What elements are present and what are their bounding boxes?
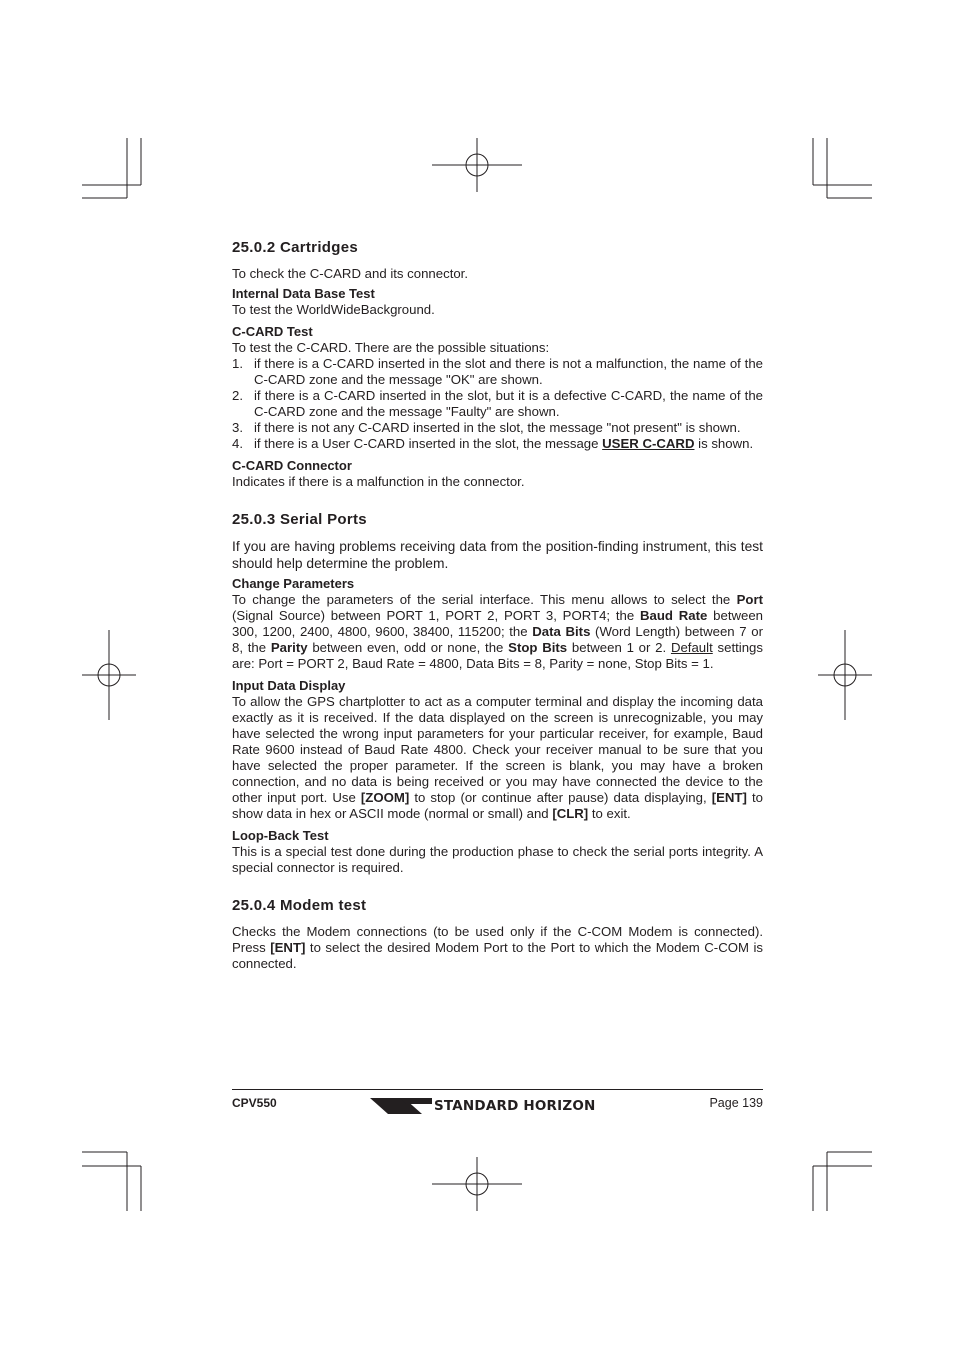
user-ccard-message: USER C-CARD [602,436,695,451]
text-run: between 1 or 2. [567,640,671,655]
text-run: to show data in hex or ASCII mode (normal or small) and [232,790,763,821]
text-run: to select the desired Modem Port to the Port to which the Modem C-COM is connected. [232,940,763,971]
list-number: 2. [232,388,243,403]
change-params-text [232,592,763,672]
bold-term: Parity [270,640,308,655]
bold-term: Data Bits [532,624,591,639]
text-run: Checks the Modem connections (to be used only if the C-COM Modem is connected). Press [232,924,763,955]
text-run: To change the parameters of the serial interface. This menu allows to select the [232,592,737,607]
text-run: to exit. [588,806,631,821]
list-item [232,436,763,452]
loopback-title: Loop-Back Test [232,828,329,843]
key-clr: [CLR] [552,806,589,821]
internal-db-title: Internal Data Base Test [232,286,375,301]
bold-term: Port [736,592,763,607]
internal-db-text: To test the WorldWideBackground. [232,302,435,317]
section-heading-cartridges: 25.0.2 Cartridges [232,239,358,256]
list-text: if there is a C-CARD inserted in the slot and there is not a malfunction, the name of the C-CARD zone and the message "OK" are shown. [254,356,763,387]
list-item [232,420,763,436]
text-run: to stop (or continue after pause) data displaying, [409,790,712,805]
brand-logo-icon [370,1096,432,1116]
list-number: 3. [232,420,243,435]
list-number: 1. [232,356,243,371]
key-ent: [ENT] [711,790,747,805]
list-text: if there is a User C-CARD inserted in the slot, the message [254,436,603,451]
key-ent: [ENT] [270,940,306,955]
input-display-title: Input Data Display [232,678,346,693]
ccard-test-title: C-CARD Test [232,324,313,339]
ccard-connector-title: C-CARD Connector [232,458,352,473]
list-item [232,356,763,388]
text-run: (Word Length) between 7 or 8, the [232,624,763,655]
section-heading-serial-ports: 25.0.3 Serial Ports [232,511,367,528]
change-params-title: Change Parameters [232,576,355,591]
page-number: Page 139 [709,1096,763,1110]
text-run: between even, odd or none, the [307,640,509,655]
text-run: between 300, 1200, 2400, 4800, 9600, 38400, 115200; the [232,608,764,639]
list-text: is shown. [694,436,754,451]
list-number: 4. [232,436,243,451]
underlined-term: Default [670,640,713,655]
ccard-connector-text: Indicates if there is a malfunction in the connector. [232,474,525,489]
list-text: if there is a C-CARD inserted in the slot, but it is a defective C-CARD, the name of the C-CARD zone and the message "Faulty" are shown. [254,388,763,419]
brand-logo [370,1096,596,1116]
input-display-text [232,694,763,822]
list-item [232,388,763,420]
section-heading-modem-test: 25.0.4 Modem test [232,897,367,914]
brand-logo-text: STANDARD HORIZON [434,1098,596,1114]
loopback-text: This is a special test done during the production phase to check the serial ports integrity. A special connector is required. [232,844,763,875]
text-run: settings are: Port = PORT 2, Baud Rate = 4800, Data Bits = 8, Parity = none, Stop Bits = 1. [232,640,763,671]
serial-ports-intro: If you are having problems receiving data from the position-finding instrument, this test should help determine the problem. [232,539,763,571]
page-content [232,240,763,972]
footer-model: CPV550 [232,1096,277,1110]
key-zoom: [ZOOM] [360,790,410,805]
bold-term: Baud Rate [640,608,708,623]
ccard-test-text: To test the C-CARD. There are the possible situations: [232,340,550,355]
modem-test-text [232,924,763,972]
bold-term: Stop Bits [508,640,568,655]
cartridges-intro: To check the C-CARD and its connector. [232,266,469,281]
footer-rule [232,1089,763,1090]
text-run: (Signal Source) between PORT 1, PORT 2, PORT 3, PORT4; the [232,608,640,623]
ccard-test-list [232,356,763,452]
text-run: To allow the GPS chartplotter to act as a computer terminal and display the incoming data exactly as it is received. If the data displayed on the screen is unrecognizable, you may have selected the wrong input parameters for your particular receiver, for example, Baud Rate 9600 instead of Baud Rate 4800. Check your receiver manual to be sure that you have selected the proper parameter. If the screen is blank, you may have a broken connection, and no data is being received or you may have connected the device to the other input port. Use [232,694,763,805]
list-text: if there is not any C-CARD inserted in the slot, the message "not present" is shown. [254,420,741,435]
